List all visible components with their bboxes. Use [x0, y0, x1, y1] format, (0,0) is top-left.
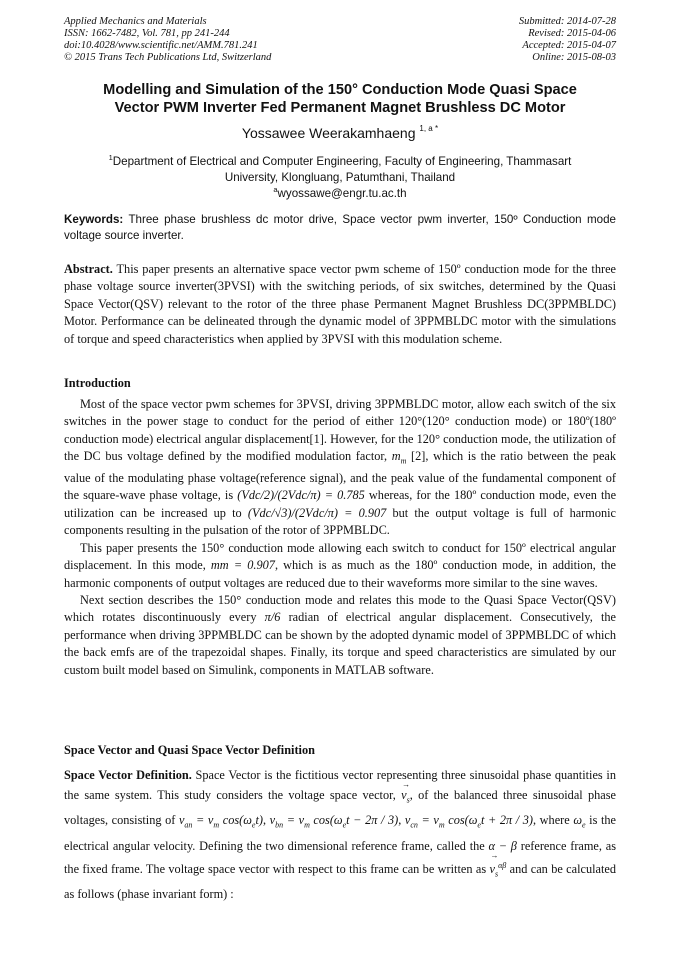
alpha-beta-symbol: α − β — [488, 838, 517, 853]
eq-180-ratio: (Vdc/√3)/(2Vdc/π) = 0.907 — [247, 505, 387, 520]
eq-mm-value: mm = 0.907 — [210, 558, 275, 573]
intro-paragraph-3: Next section describes the 150° conduction mode and relates this mode to the Quasi Space Vector(QSV) which rotates discontinuously every π/6 radian of electrical angular displacement. Consecutively, the performance when driving 3PPMBLDC can be shown by the adopted dynamic model of 3PPMBLDC of which the back emfs are of the trapezoidal shapes. Finally, its torque and speed characteristics are simulated by our custom built model based on Simulink, components in MATLAB software. — [64, 592, 617, 677]
affiliation-line-2: University, Klongluang, Patumthani, Thailand — [224, 171, 456, 184]
eq-pi-over-6: π/6 — [264, 610, 281, 625]
doi: doi:10.4028/www.scientific.net/AMM.781.241 — [64, 40, 258, 51]
modulation-factor-symbol: $m_m$ — [391, 449, 407, 466]
title-line-1: Modelling and Simulation of the 150° Conduction Mode Quasi Space — [103, 82, 577, 98]
email-text: wyossawe@engr.tu.ac.th — [277, 187, 407, 200]
affiliation-line-1: Department of Electrical and Computer Engineering, Faculty of Engineering, Thammasart — [112, 155, 572, 168]
voltage-space-vector-symbol: → $v_s$ — [401, 785, 410, 810]
intro-paragraph-2: This paper presents the 150° conduction mode allowing each switch to conduct for 150º electrical angular displacement. In this mode, mm = 0.907, which is as much as the 180º conduction mode, in addition, the harmonic components of output voltages are reduced due to their waveforms more similar to the sine waves. — [64, 540, 617, 590]
eq-van: $v_{an} = v_m$ $\cos(\omega_et)$ — [178, 813, 263, 830]
abstract — [64, 261, 616, 348]
abstract-text: This paper presents an alternative space vector pwm scheme of 150º conduction mode for the three phase voltage source inverter(3PVSI) with the switching periods, of six switches, determined by the Quasi Space Vector(QSV) relevant to the rotor of the three phase Permanent Magnet Brushless DC(3PPMBLDC) Motor. Performance can be delineated through the dynamic model of 3PPMBLDC motor with the simulations of torque and speed characteristics when applied by 3PVSI with this modulation scheme. — [64, 262, 616, 346]
affiliation-mark: 1 — [108, 153, 113, 162]
eq-120-ratio: (Vdc/2)/(2Vdc/π) = 0.785 — [237, 488, 365, 503]
journal-name: Applied Mechanics and Materials — [64, 16, 207, 27]
author-name: Yossawee Weerakamhaeng — [241, 125, 416, 141]
accepted-date: Accepted: 2015-04-07 — [522, 40, 616, 51]
eq-vcn: $v_{cn} = v_m$ $\cos(\omega_et + 2\pi / 3)$ — [404, 813, 534, 830]
submitted-date: Submitted: 2014-07-28 — [518, 16, 616, 27]
journal-info — [64, 16, 384, 64]
space-vector-label: Space Vector Definition. — [64, 768, 192, 782]
eq-vbn: $v_{bn} = v_m$ $\cos(\omega_et - 2\pi / 3)$ — [269, 813, 399, 830]
space-vector-body: Space Vector Definition. Space Vector is the fictitious vector representing three sinusoidal phase quantities in the same system. This study considers the voltage space vector, → $v_s$, of the balanced three sinusoidal phase voltages, consisting of $v_{an} = v_m$ $\cos(\omega_et)$, $v_{bn} = v_m$ $\cos(\omega_et - 2\pi / 3)$, $v_{cn} = v_m$ $\cos(\omega_et + 2\pi / 3)$, where $\omega_e$ is the electrical angular velocity. Defining the two dimensional reference frame, called the α − β reference frame, as the fixed frame. The voltage space vector with respect to this frame can be written as → $v_s^{\alpha\beta}$ and can be calculated as follows (phase invariant form) : — [64, 765, 616, 904]
copyright: © 2015 Trans Tech Publications Ltd, Switzerland — [64, 52, 272, 63]
dates-info — [396, 16, 616, 64]
online-date: Online: 2015-08-03 — [532, 52, 616, 63]
author — [64, 124, 616, 141]
issn: ISSN: 1662-7482, Vol. 781, pp 241-244 — [64, 28, 230, 39]
keywords-label: Keywords: — [64, 213, 124, 226]
introduction-heading: Introduction — [64, 376, 131, 390]
intro-paragraph-1: Most of the space vector pwm schemes for 3PVSI, driving 3PPMBLDC motor, allow each switch of the six switches in the power stage to conduct for the period of either 120°(120° conduction mode) or 180º(180º conduction mode) electrical angular displacement[1]. However, for the 120° conduction mode, the utilization of the DC bus voltage defined by the modified modulation factor, $m_m$ [2], which is the ratio between the peak value of the modulating phase voltage(reference signal), and the peak value of the fundamental component of the square-wave phase voltage, is (Vdc/2)/(2Vdc/π) = 0.785 whereas, for the 180º conduction mode, even the utilization can be increased up to (Vdc/√3)/(2Vdc/π) = 0.907 but the output voltage is full of harmonic components resulting in the pulsation of the rotor of 3PPMBLDC. — [64, 397, 617, 538]
paper-title — [64, 81, 616, 117]
email-mark: a — [273, 185, 278, 194]
author-email — [64, 185, 616, 200]
keywords — [64, 212, 616, 244]
space-vector-heading: Space Vector and Quasi Space Vector Definition — [64, 743, 315, 757]
title-line-2: Vector PWM Inverter Fed Permanent Magnet Brushless DC Motor — [114, 100, 566, 116]
introduction-body — [64, 396, 616, 679]
author-marks: 1, a * — [419, 124, 439, 133]
affiliation — [64, 150, 616, 186]
omega-e-symbol: $\omega_e$ — [573, 813, 586, 830]
keywords-text: Three phase brushless dc motor drive, Space vector pwm inverter, 150º Conduction mode voltage source inverter. — [64, 213, 617, 242]
abstract-label: Abstract. — [64, 262, 113, 276]
alpha-beta-vector-symbol: → $v_s^{\alpha\beta}$ — [489, 856, 506, 885]
revised-date: Revised: 2015-04-06 — [528, 28, 616, 39]
